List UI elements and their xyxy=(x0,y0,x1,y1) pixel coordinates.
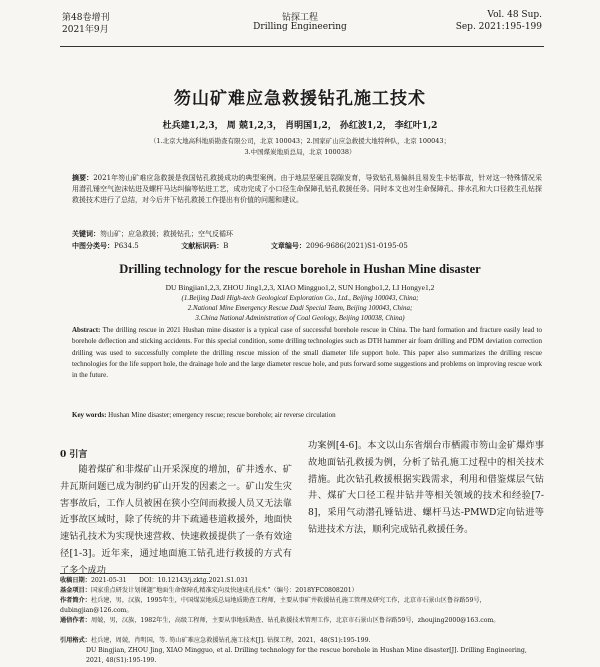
keywords-cn-text: 笏山矿；应急救援；救援钻孔；空气反循环 xyxy=(100,230,233,238)
affiliation-en-line: 3.China National Administration of Coal Geology, Beijing 100038, China) xyxy=(195,314,405,322)
abstract-cn xyxy=(72,172,542,206)
journal-name-en: Drilling Engineering xyxy=(253,22,347,32)
abstract-cn-label: 摘要： xyxy=(72,173,94,182)
doc-code-label: 文献标识码： xyxy=(181,241,224,250)
footnote-author-bio: 作者简介：杜兵建，男，汉族，1995年生，中国煤炭地质总局地质勘查工程师，主要从事矿井救援钻孔施工管理及研究工作，北京市石景山区鲁谷路59号，dubingjian@126.com。 xyxy=(60,597,486,614)
affiliation-en-line: (1.Beijing Dadi High-tech Geological Exploration Co., Ltd., Beijing 100043, China; xyxy=(181,294,419,302)
volume-en: Vol. 48 Sup. xyxy=(487,10,542,20)
footnote-funding: 基金项目：国家重点研发计划课题“地面生命保障孔精准定向及快速成孔技术”（编号：2018YFC0808201） xyxy=(60,587,358,594)
doc-code-value: B xyxy=(223,242,229,250)
article-no-label: 文章编号： xyxy=(270,241,306,250)
affiliation-en-line: 2.National Mine Emergency Rescue Dadi Special Team, Beijing 100043, China; xyxy=(187,304,413,312)
journal-name-cn: 钻探工程 xyxy=(281,13,318,23)
footnote-corresponding: 通信作者：周兢，男，汉族，1982年生，高级工程师，主要从事地质勘查、钻孔救援技术管理工作，北京市石景山区鲁谷路59号，zhoujing2000@163.com。 xyxy=(60,617,500,624)
section-heading-intro: 0 引言 xyxy=(60,450,88,460)
abstract-en xyxy=(72,325,542,381)
clc-label: 中图分类号： xyxy=(72,241,114,250)
abstract-en-label: Abstract: xyxy=(72,326,101,334)
abstract-cn-text: 2021年笏山矿难应急救援是我国钻孔救援成功的典型案例。由于地层坚硬且裂隙发育，导致钻孔易偏斜且易发生卡钻事故，针对这一特殊情况采用潜孔锤空气泡沫钻进及螺杆马达纠偏等钻进工艺，成功完成了小口径生命保障孔钻孔救援任务。同时本文也对生命保障孔、排水孔和大口径救生孔钻探救援技术进行了总结，对今后井下钻孔救援工作提出有价值的问题和建议。 xyxy=(72,174,542,204)
header-divider xyxy=(60,46,544,47)
issue-date: 2021年9月 xyxy=(62,25,109,35)
clc-value: P634.5 xyxy=(114,242,139,250)
volume-issue: 第48卷增刊 xyxy=(62,13,110,23)
title-en: Drilling technology for the rescue borehole in Hushan Mine disaster xyxy=(119,262,481,276)
footnote-citation-en: DU Bingjian, ZHOU Jing, XIAO Mingguo, et al. Drilling technology for the rescue borehole in Hushan Mine disaster[J]. Drilling Engineering, 2021, 48(S1):195-199. xyxy=(86,647,527,664)
article-no-value: 2096-9686(2021)S1-0195-05 xyxy=(305,242,408,250)
keywords-cn-label: 关键词： xyxy=(72,229,100,238)
title-cn: 笏山矿难应急救援钻孔施工技术 xyxy=(174,89,426,109)
date-pages-en: Sep. 2021:195-199 xyxy=(455,22,542,32)
keywords-cn xyxy=(72,229,233,239)
affiliation-cn-line: （1.北京大地高科地质勘查有限公司，北京 100043；2.国家矿山应急救援大地特种队，北京 100043； xyxy=(149,137,451,145)
footnote-citation-cn: 引用格式：杜兵建，周兢，肖明国，等. 笏山矿难应急救援钻孔施工技术[J]. 钻探工程，2021，48(S1):195-199. xyxy=(60,637,371,644)
intro-right-column: 功案例[4-6]。本文以山东省烟台市栖霞市笏山金矿爆炸事故地面钻孔救援为例，分析了钻孔施工过程中的相关技术措施。此次钻孔救援根据实践需求，利用和借鉴煤层气钻井、煤矿大口径工程井钻井等相关领域的技术和经验[7-8]，采用气动潜孔锤钻进、螺杆马达-PMWD定向钻进等钻进技术方法，顺利完成钻孔救援任务。 xyxy=(308,440,544,535)
classification-row xyxy=(72,241,542,251)
authors-en: DU Bingjian1,2,3, ZHOU Jing1,2,3, XIAO Mingguo1,2, SUN Hongbo1,2, LI Hongye1,2 xyxy=(165,283,435,292)
footnote-divider xyxy=(60,573,210,574)
affiliation-cn-line: 3.中国煤炭地质总局，北京 100038） xyxy=(244,148,356,156)
footnote-received: 收稿日期：2021-05-31 DOI：10.12143/j.zktg.2021.S1.031 xyxy=(60,577,249,584)
keywords-en-text: Hushan Mine disaster; emergency rescue; rescue borehole; air reverse circulation xyxy=(108,411,336,419)
authors-cn: 杜兵建1,2,3， 周 兢1,2,3， 肖明国1,2， 孙红波1,2， 李红叶1,2 xyxy=(162,121,438,131)
keywords-en xyxy=(72,411,542,419)
intro-left-column: 随着煤矿和非煤矿山开采深度的增加，矿井透水、矿井瓦斯问题已成为制约矿山开发的因素之一。矿山发生灾害事故后，工作人员被困在狭小空间而救援人员又无法靠近事故区域时，除了传统的井下疏通巷道救援外，地面快速钻孔技术为实现快速营救、快速救援提供了一条有效途径[1-3]。近年来，通过地面施工钻孔进行救援的方式有了多个成功 xyxy=(60,464,292,576)
abstract-en-text: The drilling rescue in 2021 Hushan mine disaster is a typical case of successful borehole rescue in China. The hard formation and fracture easily lead to borehole deflection and sticking accidents. For this special condition, some drilling technologies such as DTH hammer air foam drilling and PDM deviation correction drilling was used to successfully complete the drilling rescue mission of the small diameter life support hole. This paper also summarizes the drilling rescue technologies for the life support hole, the drainage hole and the large diameter rescue hole, and puts forward some suggestions and problems on improving rescue work in the future. xyxy=(72,326,542,380)
keywords-en-label: Key words: xyxy=(72,411,107,419)
